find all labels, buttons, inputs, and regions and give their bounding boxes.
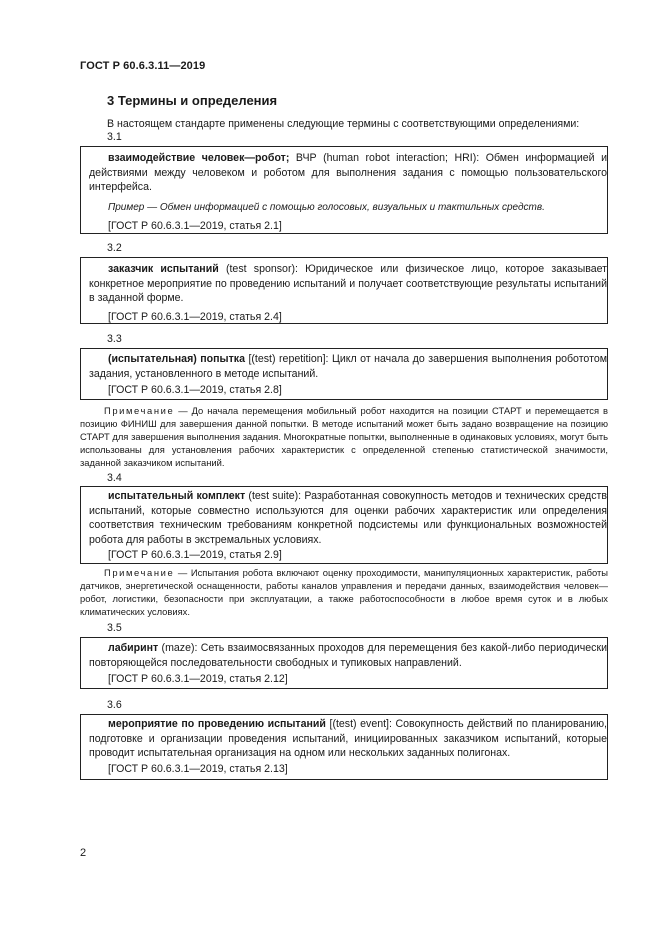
term-note [80,404,608,469]
term-number: 3.5 [107,622,122,634]
term-entry-box [80,714,608,780]
term-definition [81,489,607,547]
note-label: Примечание [104,567,175,578]
page-number: 2 [80,847,87,859]
term-source: [ГОСТ Р 60.6.3.1—2019, статья 2.13] [108,762,288,775]
term-source: [ГОСТ Р 60.6.3.1—2019, статья 2.12] [108,673,288,685]
term-name: мероприятие по проведению испытаний [108,718,326,730]
term-number: 3.2 [107,242,122,254]
section-intro: В настоящем стандарте применены следующие термины с соответствующими определениями: [107,118,580,130]
term-name: взаимодействие человек—робот; [108,152,290,164]
document-code-header: ГОСТ Р 60.6.3.11—2019 [80,60,206,72]
term-entry-box [80,486,608,564]
term-definition [81,262,607,306]
term-definition-text: (test suite): Разработанная совокупность методов и технических средств испытаний, которые совместно используются для оценки рабочих характеристик или определения соответствия техническим требованиям конкретной подсистемы или функциональных возможностей робота для работы в экстремальных условиях. [89,490,607,546]
term-definition [81,717,607,761]
note-text: — До начала перемещения мобильный робот находится на позиции СТАРТ и перемещается в позицию ФИНИШ для завершения данной попытки. В методе испытаний может быть задано возвращение на позицию СТАРТ для завершения выполнения задания. Многократные попытки, выполненные в одинаковых условиях, могут быть использованы для установления рабочих характеристик с определенной степенью статистической значимости, заданной заказчиком испытаний. [80,405,608,468]
term-number: 3.1 [107,131,122,143]
term-source: [ГОСТ Р 60.6.3.1—2019, статья 2.9] [108,549,282,561]
term-number: 3.3 [107,333,122,345]
term-source: [ГОСТ Р 60.6.3.1—2019, статья 2.4] [108,310,282,323]
term-number: 3.6 [107,699,122,711]
term-name: заказчик испытаний [108,263,219,275]
term-name: (испытательная) попытка [108,353,245,365]
term-definition [81,352,607,381]
term-definition-text: [(test) repetition]: Цикл от начала до завершения выполнения робототом задания, установленного в методе испытаний. [89,353,607,380]
note-text: — Испытания робота включают оценку проходимости, манипуляционных характеристик, работы датчиков, энергетической оснащенности, работы каналов управления и передачи данных, взаимодействия человек—робот, логистики, безопасности при эксплуатации, а также работоспособности в любое время суток и в любых климатических условиях. [80,567,608,617]
term-definition-text: ВЧР (human robot interaction; HRI): Обмен информацией и действиями между человеком и роботом для выполнения задания с помощью пользовательского интерфейса. [89,152,607,193]
note-label: Примечание [104,405,175,416]
term-note [80,566,608,618]
term-name: лабиринт [108,642,159,654]
term-entry-box [80,348,608,400]
term-source: [ГОСТ Р 60.6.3.1—2019, статья 2.8] [108,384,282,396]
section-title: 3 Термины и определения [107,93,278,108]
term-example: Пример — Обмен информацией с помощью голосовых, визуальных и тактильных средств. [108,201,545,213]
term-definition [81,641,607,670]
term-name: испытательный комплект [108,490,246,502]
term-definition-text: [(test) event]: Совокупность действий по планированию, подготовке и организации проведения испытаний, инициированных заказчиком испытаний, которые проводит испытательная организация на одном или нескольких заданных полигонах. [89,718,608,759]
term-source: [ГОСТ Р 60.6.3.1—2019, статья 2.1] [108,220,282,232]
term-definition-text: (test sponsor): Юридическое или физическое лицо, которое заказывает конкретное мероприятие по проведению испытаний и получает соответствующие результаты испытаний в заданной форме. [89,263,608,304]
term-entry-box [80,257,608,324]
term-definition [81,151,607,195]
term-definition-text: (maze): Сеть взаимосвязанных проходов для перемещения без какой-либо периодически повторяющейся последовательности свободных и тупиковых направлений. [89,642,607,669]
term-number: 3.4 [107,472,122,484]
term-entry-box [80,146,608,234]
term-entry-box [80,637,608,689]
